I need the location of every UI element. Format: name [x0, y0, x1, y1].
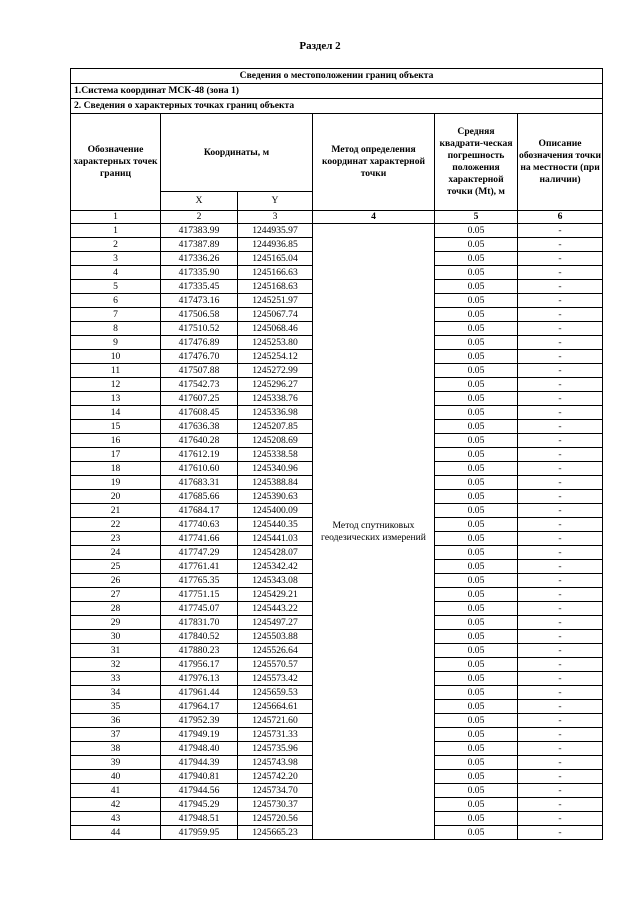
col-number: 6: [518, 211, 603, 224]
point-number: 43: [71, 812, 161, 826]
coord-y: 1245340.96: [238, 462, 313, 476]
mean-square-error: 0.05: [435, 574, 518, 588]
mean-square-error: 0.05: [435, 588, 518, 602]
point-description: -: [518, 826, 603, 840]
mean-square-error: 0.05: [435, 476, 518, 490]
point-description: -: [518, 308, 603, 322]
coord-x: 417636.38: [161, 420, 238, 434]
point-number: 12: [71, 378, 161, 392]
point-description: -: [518, 784, 603, 798]
col-number: 5: [435, 211, 518, 224]
point-number: 18: [71, 462, 161, 476]
coord-x: 417751.15: [161, 588, 238, 602]
mean-square-error: 0.05: [435, 532, 518, 546]
point-description: -: [518, 560, 603, 574]
coord-y: 1245166.63: [238, 266, 313, 280]
coord-x: 417476.70: [161, 350, 238, 364]
point-description: -: [518, 644, 603, 658]
coord-x: 417948.51: [161, 812, 238, 826]
point-number: 31: [71, 644, 161, 658]
coord-y: 1245441.03: [238, 532, 313, 546]
point-description: -: [518, 616, 603, 630]
mean-square-error: 0.05: [435, 490, 518, 504]
col-coords-header: Координаты, м: [161, 114, 313, 192]
point-description: -: [518, 406, 603, 420]
coord-y: 1245742.20: [238, 770, 313, 784]
point-description: -: [518, 224, 603, 238]
point-description: -: [518, 322, 603, 336]
coord-x: 417740.63: [161, 518, 238, 532]
coord-y: 1245400.09: [238, 504, 313, 518]
coord-x: 417745.07: [161, 602, 238, 616]
point-description: -: [518, 546, 603, 560]
point-number: 37: [71, 728, 161, 742]
mean-square-error: 0.05: [435, 448, 518, 462]
point-number: 35: [71, 700, 161, 714]
coord-y: 1245429.21: [238, 588, 313, 602]
coord-x: 417507.88: [161, 364, 238, 378]
point-description: -: [518, 686, 603, 700]
point-number: 39: [71, 756, 161, 770]
point-number: 13: [71, 392, 161, 406]
mean-square-error: 0.05: [435, 616, 518, 630]
point-description: -: [518, 280, 603, 294]
coord-x: 417948.40: [161, 742, 238, 756]
point-description: -: [518, 756, 603, 770]
mean-square-error: 0.05: [435, 798, 518, 812]
mean-square-error: 0.05: [435, 756, 518, 770]
mean-square-error: 0.05: [435, 364, 518, 378]
point-number: 8: [71, 322, 161, 336]
boundary-table: [70, 68, 603, 840]
coord-x: 417944.56: [161, 784, 238, 798]
coord-y: 1245573.42: [238, 672, 313, 686]
coord-x: 417964.17: [161, 700, 238, 714]
coord-x: 417506.58: [161, 308, 238, 322]
mean-square-error: 0.05: [435, 350, 518, 364]
coord-x: 417335.90: [161, 266, 238, 280]
point-description: -: [518, 476, 603, 490]
coord-x: 417880.23: [161, 644, 238, 658]
coord-x: 417944.39: [161, 756, 238, 770]
point-number: 30: [71, 630, 161, 644]
section-title: Раздел 2: [299, 40, 341, 52]
col-number: 2: [161, 211, 238, 224]
point-number: 14: [71, 406, 161, 420]
mean-square-error: 0.05: [435, 224, 518, 238]
coord-x: 417741.66: [161, 532, 238, 546]
coord-y: 1245743.98: [238, 756, 313, 770]
point-number: 22: [71, 518, 161, 532]
mean-square-error: 0.05: [435, 252, 518, 266]
mean-square-error: 0.05: [435, 630, 518, 644]
mean-square-error: 0.05: [435, 728, 518, 742]
col-number: 1: [71, 211, 161, 224]
point-number: 11: [71, 364, 161, 378]
point-number: 24: [71, 546, 161, 560]
coord-y: 1245168.63: [238, 280, 313, 294]
point-description: -: [518, 798, 603, 812]
coord-x: 417335.45: [161, 280, 238, 294]
mean-square-error: 0.05: [435, 434, 518, 448]
point-description: -: [518, 532, 603, 546]
coord-y: 1245343.08: [238, 574, 313, 588]
point-description: -: [518, 518, 603, 532]
point-description: -: [518, 714, 603, 728]
point-description: -: [518, 630, 603, 644]
mean-square-error: 0.05: [435, 644, 518, 658]
point-number: 41: [71, 784, 161, 798]
table-row: [71, 224, 603, 238]
point-number: 5: [71, 280, 161, 294]
coord-x: 417765.35: [161, 574, 238, 588]
coord-x: 417761.41: [161, 560, 238, 574]
mean-square-error: 0.05: [435, 280, 518, 294]
coord-x: 417683.31: [161, 476, 238, 490]
coord-y: 1245207.85: [238, 420, 313, 434]
point-number: 4: [71, 266, 161, 280]
point-description: -: [518, 420, 603, 434]
point-description: -: [518, 504, 603, 518]
point-number: 28: [71, 602, 161, 616]
coord-y: 1245272.99: [238, 364, 313, 378]
table-title: Сведения о местоположении границ объекта: [71, 69, 603, 84]
coord-x: 417684.17: [161, 504, 238, 518]
coord-y: 1245296.27: [238, 378, 313, 392]
point-description: -: [518, 238, 603, 252]
col-number: 4: [313, 211, 435, 224]
coord-x: 417685.66: [161, 490, 238, 504]
mean-square-error: 0.05: [435, 238, 518, 252]
mean-square-error: 0.05: [435, 462, 518, 476]
point-description: -: [518, 672, 603, 686]
coord-y: 1245731.33: [238, 728, 313, 742]
coord-y: 1245338.58: [238, 448, 313, 462]
coord-y: 1245659.53: [238, 686, 313, 700]
coord-y: 1245497.27: [238, 616, 313, 630]
coord-y: 1245208.69: [238, 434, 313, 448]
coord-x: 417473.16: [161, 294, 238, 308]
point-number: 34: [71, 686, 161, 700]
point-description: -: [518, 490, 603, 504]
point-description: -: [518, 392, 603, 406]
coord-y: 1245570.57: [238, 658, 313, 672]
col-description-header: Описание обозначения точки на местности (при наличии): [518, 114, 603, 211]
mean-square-error: 0.05: [435, 294, 518, 308]
coord-y: 1245068.46: [238, 322, 313, 336]
col-error-header: Средняя квадрати-ческая погрешность положения характерной точки (Mt), м: [435, 114, 518, 211]
point-description: -: [518, 350, 603, 364]
coord-y: 1245251.97: [238, 294, 313, 308]
mean-square-error: 0.05: [435, 308, 518, 322]
point-number: 33: [71, 672, 161, 686]
point-number: 27: [71, 588, 161, 602]
coord-x: 417840.52: [161, 630, 238, 644]
coord-x: 417976.13: [161, 672, 238, 686]
point-description: -: [518, 770, 603, 784]
point-number: 20: [71, 490, 161, 504]
coord-y: 1245664.61: [238, 700, 313, 714]
point-description: -: [518, 378, 603, 392]
coord-y: 1245443.22: [238, 602, 313, 616]
coord-y: 1245253.80: [238, 336, 313, 350]
coord-x: 417383.99: [161, 224, 238, 238]
mean-square-error: 0.05: [435, 602, 518, 616]
col-method-header: Метод определения координат характерной точки: [313, 114, 435, 211]
method-cell: Метод спутниковых геодезических измерений: [313, 224, 435, 840]
point-number: 3: [71, 252, 161, 266]
mean-square-error: 0.05: [435, 392, 518, 406]
point-number: 19: [71, 476, 161, 490]
coord-y: 1245720.56: [238, 812, 313, 826]
coord-x: 417952.39: [161, 714, 238, 728]
coord-y: 1245721.60: [238, 714, 313, 728]
coord-x: 417476.89: [161, 336, 238, 350]
point-description: -: [518, 742, 603, 756]
mean-square-error: 0.05: [435, 826, 518, 840]
point-number: 21: [71, 504, 161, 518]
coord-x: 417612.19: [161, 448, 238, 462]
coord-x: 417940.81: [161, 770, 238, 784]
coord-y: 1245165.04: [238, 252, 313, 266]
mean-square-error: 0.05: [435, 784, 518, 798]
mean-square-error: 0.05: [435, 504, 518, 518]
col-designation-header: Обозначение характерных точек границ: [71, 114, 161, 211]
mean-square-error: 0.05: [435, 672, 518, 686]
coord-x: 417945.29: [161, 798, 238, 812]
point-number: 36: [71, 714, 161, 728]
point-number: 26: [71, 574, 161, 588]
points-header: 2. Сведения о характерных точках границ объекта: [71, 99, 603, 114]
coord-x: 417961.44: [161, 686, 238, 700]
point-description: -: [518, 462, 603, 476]
mean-square-error: 0.05: [435, 378, 518, 392]
point-description: -: [518, 728, 603, 742]
point-description: -: [518, 700, 603, 714]
mean-square-error: 0.05: [435, 546, 518, 560]
point-number: 2: [71, 238, 161, 252]
point-number: 38: [71, 742, 161, 756]
point-number: 42: [71, 798, 161, 812]
coord-x: 417607.25: [161, 392, 238, 406]
point-number: 10: [71, 350, 161, 364]
coord-x: 417608.45: [161, 406, 238, 420]
point-number: 9: [71, 336, 161, 350]
coord-y: 1245526.64: [238, 644, 313, 658]
point-description: -: [518, 252, 603, 266]
point-description: -: [518, 294, 603, 308]
point-number: 1: [71, 224, 161, 238]
point-description: -: [518, 574, 603, 588]
mean-square-error: 0.05: [435, 322, 518, 336]
mean-square-error: 0.05: [435, 714, 518, 728]
mean-square-error: 0.05: [435, 770, 518, 784]
coord-system: 1.Система координат МСК-48 (зона 1): [71, 84, 603, 99]
coord-y: 1245440.35: [238, 518, 313, 532]
coord-y: 1245388.84: [238, 476, 313, 490]
mean-square-error: 0.05: [435, 658, 518, 672]
mean-square-error: 0.05: [435, 266, 518, 280]
point-description: -: [518, 602, 603, 616]
point-description: -: [518, 434, 603, 448]
point-number: 17: [71, 448, 161, 462]
coord-x: 417336.26: [161, 252, 238, 266]
point-number: 7: [71, 308, 161, 322]
coord-x: 417956.17: [161, 658, 238, 672]
col-number: 3: [238, 211, 313, 224]
point-number: 44: [71, 826, 161, 840]
point-description: -: [518, 658, 603, 672]
coord-y: 1245428.07: [238, 546, 313, 560]
point-number: 15: [71, 420, 161, 434]
coord-x: 417510.52: [161, 322, 238, 336]
point-number: 16: [71, 434, 161, 448]
col-x-header: X: [161, 192, 238, 211]
mean-square-error: 0.05: [435, 700, 518, 714]
point-number: 29: [71, 616, 161, 630]
coord-x: 417959.95: [161, 826, 238, 840]
mean-square-error: 0.05: [435, 518, 518, 532]
coord-y: 1245735.96: [238, 742, 313, 756]
mean-square-error: 0.05: [435, 686, 518, 700]
point-number: 25: [71, 560, 161, 574]
coord-y: 1244936.85: [238, 238, 313, 252]
coord-y: 1245338.76: [238, 392, 313, 406]
point-description: -: [518, 336, 603, 350]
mean-square-error: 0.05: [435, 560, 518, 574]
coord-y: 1245254.12: [238, 350, 313, 364]
coord-y: 1245734.70: [238, 784, 313, 798]
point-number: 32: [71, 658, 161, 672]
coord-x: 417542.73: [161, 378, 238, 392]
mean-square-error: 0.05: [435, 420, 518, 434]
coord-y: 1245067.74: [238, 308, 313, 322]
coord-x: 417610.60: [161, 462, 238, 476]
mean-square-error: 0.05: [435, 812, 518, 826]
point-description: -: [518, 448, 603, 462]
point-description: -: [518, 266, 603, 280]
mean-square-error: 0.05: [435, 742, 518, 756]
coord-y: 1245342.42: [238, 560, 313, 574]
coord-y: 1245665.23: [238, 826, 313, 840]
coord-y: 1244935.97: [238, 224, 313, 238]
coord-x: 417949.19: [161, 728, 238, 742]
col-y-header: Y: [238, 192, 313, 211]
point-description: -: [518, 812, 603, 826]
point-number: 40: [71, 770, 161, 784]
point-description: -: [518, 364, 603, 378]
coord-y: 1245503.88: [238, 630, 313, 644]
coord-x: 417640.28: [161, 434, 238, 448]
mean-square-error: 0.05: [435, 406, 518, 420]
point-description: -: [518, 588, 603, 602]
coord-y: 1245730.37: [238, 798, 313, 812]
mean-square-error: 0.05: [435, 336, 518, 350]
coord-x: 417831.70: [161, 616, 238, 630]
coord-x: 417747.29: [161, 546, 238, 560]
coord-y: 1245336.98: [238, 406, 313, 420]
coord-y: 1245390.63: [238, 490, 313, 504]
point-number: 6: [71, 294, 161, 308]
coord-x: 417387.89: [161, 238, 238, 252]
point-number: 23: [71, 532, 161, 546]
